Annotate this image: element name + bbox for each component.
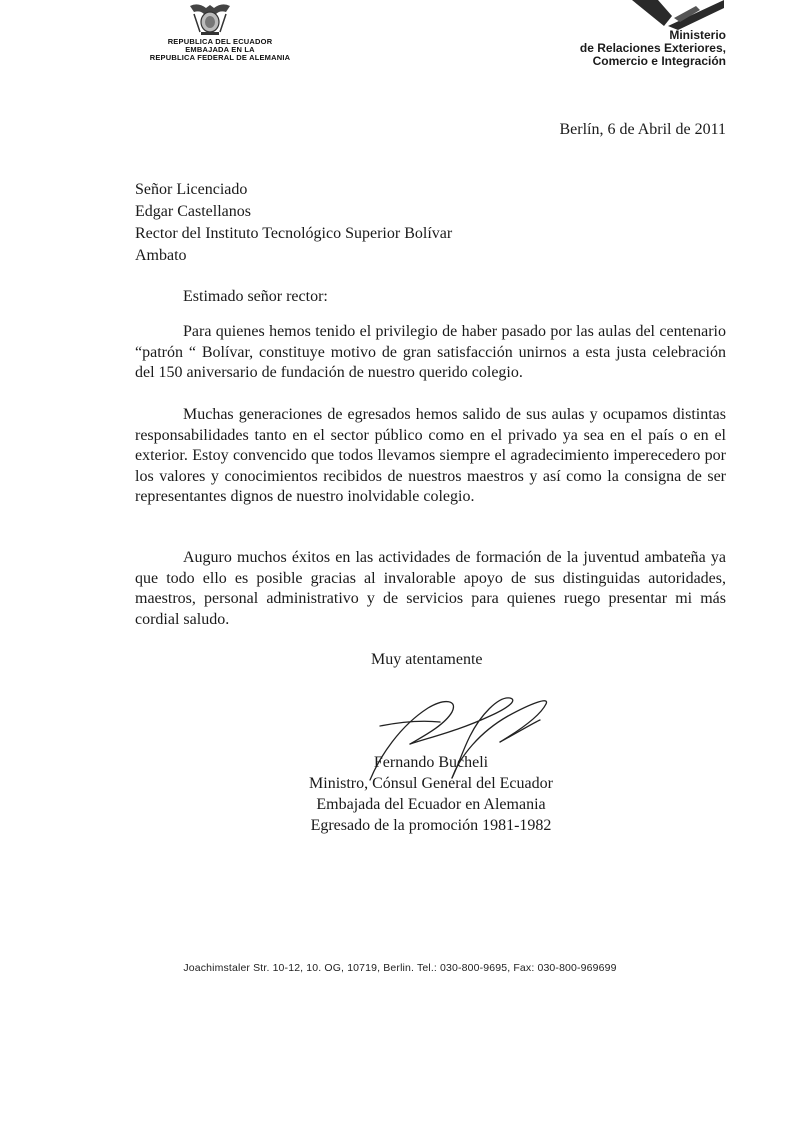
embassy-line: REPUBLICA FEDERAL DE ALEMANIA xyxy=(149,53,291,62)
recipient-line: Rector del Instituto Tecnológico Superior Bolívar xyxy=(135,225,453,242)
salutation: Estimado señor rector: xyxy=(183,288,328,305)
embassy-line: EMBAJADA EN LA xyxy=(185,45,255,54)
letter-date: Berlín, 6 de Abril de 2011 xyxy=(559,121,726,138)
recipient-line: Edgar Castellanos xyxy=(135,203,251,220)
signer-name: Fernando Bucheli xyxy=(373,754,489,771)
body-paragraph: Muchas generaciones de egresados hemos salido de sus aulas y ocupamos distintas responsabilidades tanto en el sector público como en el privado ya sea en el país o en el exterior. Estoy convencido que todos llevamos siempre el agradecimiento imperecedero por los valores y conocimientos recibidos de nuestros maestros y así como la consigna de ser representantes dignos de nuestro inolvidable colegio. xyxy=(135,406,726,505)
ministry-line: Ministerio xyxy=(669,28,726,42)
signer-title: Ministro, Cónsul General del Ecuador xyxy=(309,775,553,792)
embassy-line: REPUBLICA DEL ECUADOR xyxy=(167,37,273,46)
coat-of-arms-icon xyxy=(186,2,234,36)
body-paragraph: Para quienes hemos tenido el privilegio de haber pasado por las aulas del centenario “patrón “ Bolívar, constituye motivo de gran satisfacción unirnos a esta justa celebración del 150 aniversario de fundación de nuestro querido colegio. xyxy=(135,323,726,381)
ministry-line: de Relaciones Exteriores, xyxy=(579,41,726,55)
signer-institution: Embajada del Ecuador en Alemania xyxy=(316,796,546,813)
ministry-line: Comercio e Integración xyxy=(592,54,726,68)
footer-address: Joachimstaler Str. 10-12, 10. OG, 10719, Berlin. Tel.: 030-800-9695, Fax: 030-800-969699 xyxy=(183,962,617,974)
closing: Muy atentamente xyxy=(371,651,483,668)
recipient-line: Señor Licenciado xyxy=(135,181,248,198)
body-paragraph: Auguro muchos éxitos en las actividades de formación de la juventud ambateña ya que todo ello es posible gracias al invalorable apoyo de sus distinguidas autoridades, maestros, personal administrativo y de servicios para quienes ruego presentar mi más cordial saludo. xyxy=(135,549,726,628)
signer-graduation: Egresado de la promoción 1981-1982 xyxy=(310,817,552,834)
ministry-logo-icon xyxy=(626,0,724,30)
recipient-line: Ambato xyxy=(135,247,187,264)
